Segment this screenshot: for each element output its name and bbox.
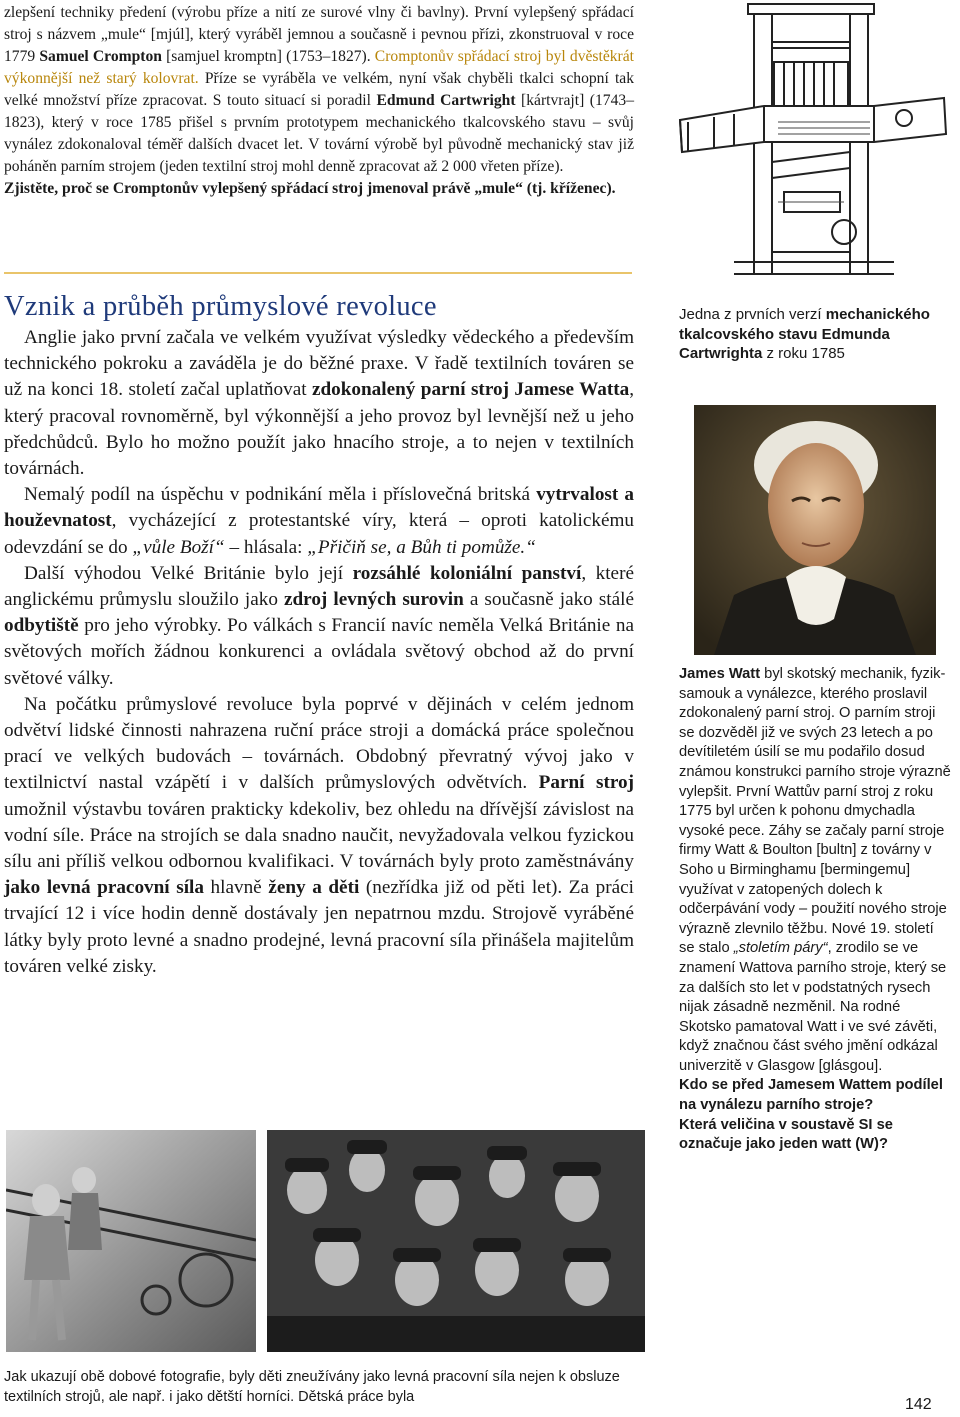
bold-watt-engine: zdokonalený parní stroj Jamese Watta [311,379,630,401]
text-run: , které anglickému průmyslu sloužilo jako [4,562,634,611]
article-paragraph-4 [4,692,634,980]
article-paragraph-1 [4,325,634,482]
bold-market: odbytiště [4,615,79,637]
text-run: , vycházející z protestantské víry, která – oproti katolickému odevzdání se do [4,510,634,558]
intro-text-2: [samjuel kromptn] (1753–1827). [161,48,375,65]
intro-text-3: Příze se vyráběla ve velkém, nyní však chyběli tkalci schopní tak velké množství příze zpracovat. S touto situací si poradil [4,70,635,109]
question-text: Která veličina v soustavě SI se označuje jako jeden watt (W)? [679,1116,893,1153]
highlighted-sentence: Cromptonův spřádací stroj byl dvěstěkrát výkonnější než starý kolovrat. [4,48,634,87]
bio-question-2 [679,1116,951,1155]
photos-caption: Jak ukazují obě dobové fotografie, byly děti zneužívány jako levná pracovní síla nejen k obsluze textilních strojů, ale např. i jako dětští horníci. Dětská práce byla [4,1369,620,1405]
text-run: Jedna z prvních verzí [679,306,826,323]
text-run: hlavně [203,877,269,899]
text-run: (nezřídka již od pěti let). Za práci trvající 12 i více hodin denně dostávaly jen nepatrnou mzdu. Strojově vyráběné látky byly proto levné a snadno prodejné, levná pracovní síla přinášela majitelům továren velké zisky. [4,877,634,977]
text-run: Další výhodou Velké Británie bylo její [24,562,353,584]
bold-steam-engine: Parní stroj [538,772,634,794]
italic-century-of-steam: „stoletím páry“ [733,940,828,957]
intro-text-1: zlepšení techniky předení (výrobu příze a nití ze surové vlny či bavlny). První vylepšený spřádací stroj s názvem „mule“ [mjúl], který vyráběl jemnou a současně i pevnou přízi, zkonstruoval v roce 1779 [4,4,634,65]
loom-illustration [674,2,952,284]
italic-proverb: „Přičiň se, a Bůh ti pomůže.“ [307,536,536,558]
watt-biography [679,665,951,1155]
child-at-loom-photo [6,1130,256,1352]
text-run: Na počátku průmyslové revoluce byla poprvé v dějinách v celém jednom odvětví lidské činnosti nahrazena ruční práce stroji a domácká práce společnou prací ve velkých budovách – továrnách. Obdobný převratný vývoj jako v textilnictví nastal vzápětí i v dalších průmyslových odvětvích. [4,693,634,794]
james-watt-portrait [694,405,936,655]
text-run: byl skotský mechanik, fyzik-samouk a vynálezce, kterého proslavil zdokonalený parní stroj. O parním stroji se dozvěděl již ve svých 23 letech a po devítiletém úsilí se mu podařilo dosud známou konstrukci parního stroje výrazně vylepšit. První Wattův parní stroj z roku 1775 byl určen k pohonu dmychadla vysoké pece. Záhy se začaly parní stroje firmy Watt & Boulton [bultn] z továrny v Soho u Birminghamu [bermingemu] využívat v zatopených dolech k odčerpávání vody – použití nového stroje výrazně zlevnilo těžbu. Nové 19. století se stalo [679,666,951,957]
text-run: , který pracoval rovnoměrně, byl výkonnější a jeho provoz byl levnější než u jeho předchůdců. Bylo ho možno použít jako hnacího stroje, a to nejen v textilních továrnách. [4,379,634,480]
bio-question-1 [679,1076,951,1115]
child-miners-photo [267,1130,645,1352]
text-run: Nemalý podíl na úspěchu v podnikání měla i příslovečná britská [24,484,537,506]
text-run: pro jeho výrobky. Po válkách s Francií navíc neměla Velká Británie na světových mořích žádnou konkurenci a ovládala světový obchod až do první světové války. [4,615,634,689]
name-cartwright: Edmund Cartwright [376,92,516,109]
text-run: Anglie jako první začala ve velkém využívat výsledky vědeckého a především technického pokroku a zaváděla je do běžné praxe. V řadě textilních továren se už na konci 18. století začal uplatňovat [4,327,634,401]
bold-colonies: rozsáhlé koloniální panství [352,562,582,584]
text-run: umožnil výstavbu továren prakticky kdekoliv, bez ohledu na dřívější závislost na vodní síle. Práce na strojích se dala snadno naučit, nevyžadovala velkou fyzickou sílu ani příliš velkou odbornou kvalifikaci. V továrnách byly proto zaměstnávány [4,798,634,873]
question-text: Kdo se před Jamesem Wattem podílel na vynálezu parního stroje? [679,1077,943,1114]
text-run: – hlásala: [224,536,308,558]
article-body [4,325,634,980]
article-paragraph-3 [4,561,634,692]
text-run: , zrodilo se ve znamení Wattova parního stroje, který se za dalších sto let v podstatných rysech nijak zásadně nezměnil. Na rodné Skotsko pamatoval Watt i ve své závěti, když značnou část svého jmění odkázal univerzitě v Glasgow [glásgou]. [679,940,947,1074]
italic-gods-will: „vůle Boží“ [132,536,225,558]
bold-james-watt: James Watt [679,666,761,682]
bold-cheap-labor: jako levná pracovní síla [4,877,204,899]
question-mule: Zjistěte, proč se Cromptonův vylepšený spřádací stroj jmenoval právě „mule“ (tj. kříženec). [4,180,616,197]
article-paragraph-2 [4,482,634,561]
section-heading: Vznik a průběh průmyslové revoluce [4,291,437,322]
bold-women-children: ženy a děti [268,877,360,899]
bio-paragraph [679,665,951,1076]
name-crompton: Samuel Crompton [39,48,162,65]
loom-caption [679,305,951,364]
intro-paragraph [4,2,634,178]
bold-perseverance: vytrvalost a houževnatost [4,484,634,532]
text-run: a současně jako stálé [463,589,634,611]
page-number: 142 [905,1396,932,1413]
intro-text [4,2,634,200]
bold-resources: zdroj levných surovin [283,589,464,611]
caption-bold: mechanického tkalcovského stavu Edmunda Cartwrighta [679,306,930,362]
text-run: z roku 1785 [762,345,845,362]
intro-text-4: [kártvrajt] (1743–1823), který v roce 1785 přišel s prvním prototypem mechanického tkalcovského stavu – svůj vynález zdokonaloval téměř dalších dvacet let. V tovární výrobě byl původně mechanický stav již poháněn parním strojem (jeden textilní stroj mohl denně zpracovat až 2 000 vřeten příze). [4,92,634,175]
divider [4,272,632,274]
intro-question [4,178,634,200]
